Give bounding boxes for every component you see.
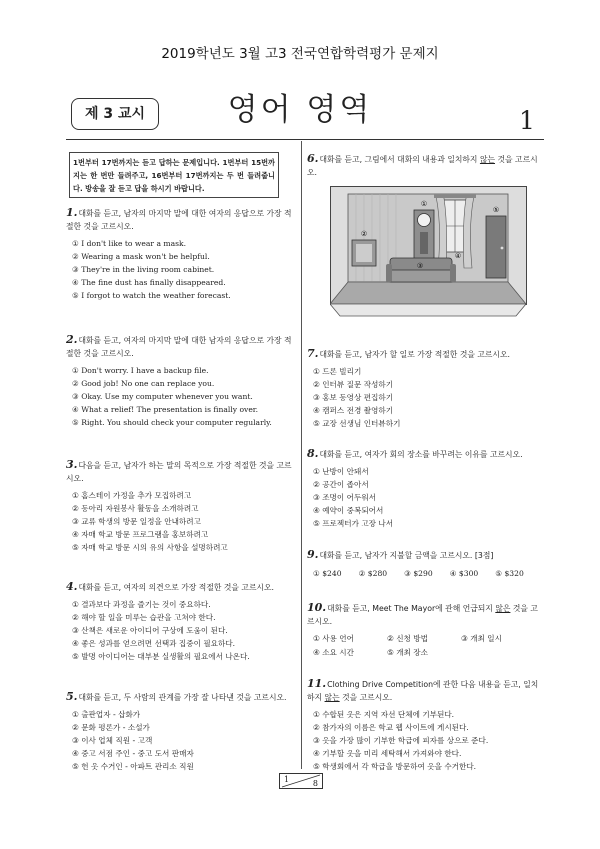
label-3: ③ <box>416 262 424 270</box>
column-divider <box>301 141 302 769</box>
option-3[interactable]: ③ 옷을 가장 많이 기부한 학급에 피자를 상으로 준다. <box>313 736 489 745</box>
option-2[interactable]: ② $280 <box>358 569 388 578</box>
label-5: ⑤ <box>492 206 500 214</box>
label-1: ① <box>420 200 428 208</box>
question-prompt: 대화를 듣고, 여자가 회의 장소를 바꾸려는 이유를 고르시오. <box>319 450 523 459</box>
option-5[interactable]: ⑤ Right. You should check your computer regularly. <box>72 418 272 427</box>
question-prompt: 대화를 듣고, 남자의 마지막 말에 대한 여자의 응답으로 가장 적절한 것을 고르시오. <box>66 209 292 231</box>
option-2[interactable]: ② 인터뷰 질문 작성하기 <box>313 380 394 389</box>
session-badge: 제 3 교시 <box>71 98 159 130</box>
option-3[interactable]: ③ 개최 일시 <box>461 634 502 643</box>
option-5[interactable]: ⑤ $320 <box>495 569 524 578</box>
option-2[interactable]: ② 문화 평론가 - 소설가 <box>72 723 150 732</box>
question-number: 7. <box>307 347 319 360</box>
question-number: 11. <box>307 677 327 690</box>
page-current: 1 <box>284 775 290 784</box>
option-1[interactable]: ① 드론 빌리기 <box>313 367 362 376</box>
option-4[interactable]: ④ What a relief! The presentation is finally over. <box>72 405 259 414</box>
question-number: 10. <box>307 601 327 614</box>
label-4: ④ <box>454 252 462 260</box>
option-5[interactable]: ⑤ 학생회에서 각 학급을 방문하여 옷을 수거한다. <box>313 762 477 771</box>
room-illustration <box>330 186 527 318</box>
option-5[interactable]: ⑤ 자매 학교 방문 시의 유의 사항을 설명하려고 <box>72 543 228 552</box>
negation-underline: 않는 <box>324 693 340 702</box>
question-11: 11.Clothing Drive Competition에 관한 다음 내용을 듣고, 일치하지 않는 것을 고르시오. ① 수합된 옷은 지역 자선 단체에 기부된다. ② 참가자의 이름은 학교 웹 사이트에 게시된다. ③ 옷을 가장 많이 기부한 학급에 피자를 상으로 준다. ④ 기부할 옷을 미리 세탁해서 가져와야 한다. ⑤ 학생회에서 각 학급을 방문하여 옷을 수거한다. <box>307 677 543 773</box>
question-number: 9. <box>307 548 319 561</box>
negation-underline: 않은 <box>495 604 511 613</box>
question-number: 1. <box>66 206 78 219</box>
option-3[interactable]: ③ 이사 업체 직원 - 고객 <box>72 736 153 745</box>
option-2[interactable]: ② 해야 할 일을 미루는 습관을 고쳐야 한다. <box>72 613 216 622</box>
question-prompt: 다음을 듣고, 남자가 하는 말의 목적으로 가장 적절한 것을 고르시오. <box>66 461 292 483</box>
option-4[interactable]: ④ 기부할 옷을 미리 세탁해서 가져와야 한다. <box>313 749 462 758</box>
option-2[interactable]: ② 공간이 좁아서 <box>313 480 369 489</box>
option-1[interactable]: ① 결과보다 과정을 즐기는 것이 중요하다. <box>72 600 211 609</box>
option-5[interactable]: ⑤ 발명 아이디어는 대부분 실생활의 필요에서 나온다. <box>72 652 250 661</box>
page-number: 1 <box>519 106 535 135</box>
question-10: 10.대화를 듣고, Meet The Mayor에 관해 언급되지 않은 것을 고르시오. ① 사용 언어 ② 신청 방법 ③ 개최 일시 ④ 소요 시간 ⑤ 개최 장소 <box>307 601 538 657</box>
option-1[interactable]: ① 사용 언어 <box>313 634 354 643</box>
exam-title: 2019학년도 3월 고3 전국연합학력평가 문제지 <box>161 46 439 62</box>
option-3[interactable]: ③ $290 <box>404 569 433 578</box>
header-rule <box>66 139 544 140</box>
question-number: 6. <box>307 152 319 165</box>
question-prompt: 대화를 듣고, 여자의 마지막 말에 대한 남자의 응답으로 가장 적절한 것을 고르시오. <box>66 336 292 358</box>
option-1[interactable]: ① 난방이 안돼서 <box>313 467 369 476</box>
option-5[interactable]: ⑤ 프로젝터가 고장 나서 <box>313 519 394 528</box>
label-2: ② <box>360 230 368 238</box>
option-2[interactable]: ② 신청 방법 <box>387 634 428 643</box>
option-1[interactable]: ① 홈스테이 가정을 추가 모집하려고 <box>72 491 192 500</box>
option-4[interactable]: ④ 소요 시간 <box>313 648 354 657</box>
question-number: 2. <box>66 333 78 346</box>
question-4 <box>66 580 294 663</box>
question-number: 8. <box>307 447 319 460</box>
option-3[interactable]: ③ They're in the living room cabinet. <box>72 265 215 274</box>
question-number: 5. <box>66 690 78 703</box>
question-prompt: 대화를 듣고, Meet The Mayor에 관해 언급되지 <box>327 604 496 613</box>
option-1[interactable]: ① 수합된 옷은 지역 자선 단체에 기부된다. <box>313 710 455 719</box>
option-1[interactable]: ① I don't like to wear a mask. <box>72 239 187 248</box>
option-5[interactable]: ⑤ 교장 선생님 인터뷰하기 <box>313 419 401 428</box>
option-3[interactable]: ③ 홍보 동영상 편집하기 <box>313 393 394 402</box>
option-2[interactable]: ② 참가자의 이름은 학교 웹 사이트에 게시된다. <box>313 723 469 732</box>
option-5[interactable]: ⑤ 개최 장소 <box>387 648 428 657</box>
option-4[interactable]: ④ 중고 서점 주인 - 중고 도서 판매자 <box>72 749 194 758</box>
subject-title: 영어 영역 <box>227 92 373 128</box>
option-1[interactable]: ① $240 <box>313 569 342 578</box>
option-4[interactable]: ④ 자매 학교 방문 프로그램을 홍보하려고 <box>72 530 209 539</box>
question-prompt: Clothing Drive Competition에 관한 다음 내용을 듣고, 일치하지 <box>307 680 539 702</box>
question-number: 4. <box>66 580 78 593</box>
question-prompt: 대화를 듣고, 두 사람의 관계를 가장 잘 나타낸 것을 고르시오. <box>78 693 287 702</box>
question-7 <box>307 347 543 430</box>
option-2[interactable]: ② Wearing a mask won't be helpful. <box>72 252 210 261</box>
question-6: 6.대화를 듣고, 그림에서 대화의 내용과 일치하지 않는 것을 고르시오. <box>307 152 538 177</box>
option-4[interactable]: ④ 좋은 성과를 얻으려면 선택과 집중이 필요하다. <box>72 639 236 648</box>
question-number: 3. <box>66 458 78 471</box>
question-8 <box>307 447 543 530</box>
option-2[interactable]: ② 동아리 자원봉사 활동을 소개하려고 <box>72 504 199 513</box>
option-5[interactable]: ⑤ 헌 옷 수거인 - 아파트 관리소 직원 <box>72 762 194 771</box>
question-prompt: 대화를 듣고, 그림에서 대화의 내용과 일치하지 <box>319 155 480 164</box>
option-4[interactable]: ④ 캠퍼스 전경 촬영하기 <box>313 406 394 415</box>
negation-underline: 않는 <box>479 155 496 164</box>
option-1[interactable]: ① 출판업자 - 삽화가 <box>72 710 141 719</box>
option-3[interactable]: ③ Okay. Use my computer whenever you want. <box>72 392 253 401</box>
question-prompt: 대화를 듣고, 여자의 의견으로 가장 적절한 것을 고르시오. <box>78 583 275 592</box>
option-4[interactable]: ④ The fine dust has finally disappeared. <box>72 278 226 287</box>
option-2[interactable]: ② Good job! No one can replace you. <box>72 379 215 388</box>
option-5[interactable]: ⑤ I forgot to watch the weather forecast. <box>72 291 231 300</box>
question-2 <box>66 333 294 429</box>
option-3[interactable]: ③ 교류 학생의 방문 일정을 안내하려고 <box>72 517 201 526</box>
page-indicator <box>279 773 323 789</box>
option-3[interactable]: ③ 산책은 새로운 아이디어 구상에 도움이 된다. <box>72 626 228 635</box>
option-3[interactable]: ③ 조명이 어두워서 <box>313 493 376 502</box>
option-4[interactable]: ④ 예약이 중복되어서 <box>313 506 384 515</box>
question-5 <box>66 690 294 773</box>
question-1 <box>66 206 294 302</box>
question-9 <box>307 548 543 580</box>
question-prompt: 대화를 듣고, 남자가 지불할 금액을 고르시오. [3점] <box>319 551 494 560</box>
option-1[interactable]: ① Don't worry. I have a backup file. <box>72 366 209 375</box>
option-4[interactable]: ④ $300 <box>449 569 479 578</box>
listening-notice: 1번부터 17번까지는 듣고 답하는 문제입니다. 1번부터 15번까지는 한 번만 들려주고, 16번부터 17번까지는 두 번 들려줍니다. 방송을 잘 듣고 답을 하시기 바랍니다. <box>69 152 279 198</box>
question-3 <box>66 458 294 554</box>
page-total: 8 <box>312 779 318 788</box>
question-prompt: 대화를 듣고, 남자가 할 일로 가장 적절한 것을 고르시오. <box>319 350 510 359</box>
